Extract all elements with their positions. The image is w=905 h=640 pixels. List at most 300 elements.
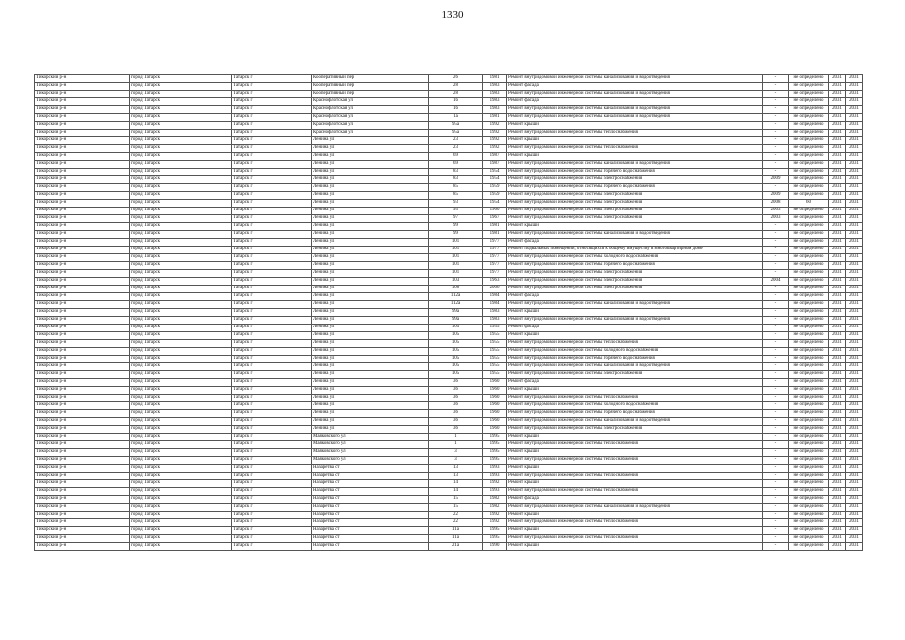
cell-plan-end: 2031: [846, 152, 863, 160]
cell-district: Тикорский р-н: [35, 262, 130, 270]
cell-last-repair-year: -: [763, 355, 789, 363]
cell-district: Тикорский р-н: [35, 363, 130, 371]
cell-district: Тикорский р-н: [35, 379, 130, 387]
cell-locality: Татарск г: [232, 75, 312, 83]
cell-house-number: 15: [429, 503, 483, 511]
cell-build-year: 1993: [483, 464, 507, 472]
cell-locality: Татарск г: [232, 347, 312, 355]
cell-build-year: 1960: [483, 425, 507, 433]
cell-plan-start: 2031: [829, 238, 846, 246]
table-row: [35, 262, 863, 270]
cell-street: Ленина ул: [312, 269, 429, 277]
cell-plan-start: 2031: [829, 527, 846, 535]
cell-build-year: 1995: [483, 527, 507, 535]
cell-plan-end: 2031: [846, 121, 863, 129]
cell-build-year: 2006: [483, 285, 507, 293]
cell-house-number: 13: [429, 464, 483, 472]
table-row: [35, 152, 863, 160]
cell-plan-end: 2031: [846, 82, 863, 90]
cell-house-number: 101: [429, 246, 483, 254]
cell-locality: Татарск г: [232, 230, 312, 238]
cell-district: Тикорский р-н: [35, 269, 130, 277]
cell-work-type: Ремонт фасада: [507, 82, 763, 90]
cell-district: Тикорский р-н: [35, 386, 130, 394]
cell-wear: не определено: [789, 176, 829, 184]
table-row: [35, 394, 863, 402]
cell-locality: Татарск г: [232, 527, 312, 535]
cell-settlement: город Татарск: [130, 277, 232, 285]
cell-street: Ленина ул: [312, 293, 429, 301]
cell-work-type: Ремонт крыши: [507, 137, 763, 145]
cell-house-number: 101: [429, 269, 483, 277]
cell-last-repair-year: -: [763, 449, 789, 457]
cell-district: Тикорский р-н: [35, 503, 130, 511]
cell-street: Назаретва ст: [312, 496, 429, 504]
cell-last-repair-year: -: [763, 262, 789, 270]
cell-street: Ленина ул: [312, 425, 429, 433]
cell-settlement: город Татарск: [130, 137, 232, 145]
cell-plan-end: 2031: [846, 347, 863, 355]
cell-plan-end: 2031: [846, 332, 863, 340]
cell-plan-start: 2031: [829, 121, 846, 129]
cell-wear: не определено: [789, 254, 829, 262]
cell-last-repair-year: -: [763, 145, 789, 153]
cell-street: Ленина ул: [312, 347, 429, 355]
cell-last-repair-year: -: [763, 425, 789, 433]
cell-plan-end: 2031: [846, 480, 863, 488]
cell-plan-start: 2031: [829, 480, 846, 488]
cell-plan-end: 2031: [846, 464, 863, 472]
cell-work-type: Ремонт внутридомовой инженерной системы канализования и водоотведения: [507, 418, 763, 426]
cell-plan-end: 2031: [846, 238, 863, 246]
cell-plan-end: 2031: [846, 371, 863, 379]
cell-last-repair-year: -: [763, 394, 789, 402]
cell-work-type: Ремонт крыши: [507, 433, 763, 441]
cell-house-number: 3: [429, 449, 483, 457]
cell-plan-end: 2031: [846, 223, 863, 231]
cell-last-repair-year: -: [763, 113, 789, 121]
cell-wear: не определено: [789, 425, 829, 433]
cell-build-year: 1983: [483, 308, 507, 316]
cell-work-type: Ремонт крыши: [507, 308, 763, 316]
cell-last-repair-year: -: [763, 324, 789, 332]
cell-settlement: город Татарск: [130, 355, 232, 363]
cell-work-type: Ремонт внутридомовой инженерной системы канализования и водоотведения: [507, 316, 763, 324]
cell-locality: Татарск г: [232, 535, 312, 543]
cell-house-number: 1: [429, 433, 483, 441]
cell-street: Назаретва ст: [312, 480, 429, 488]
cell-plan-end: 2031: [846, 246, 863, 254]
cell-house-number: 105: [429, 355, 483, 363]
cell-district: Тикорский р-н: [35, 199, 130, 207]
cell-locality: Татарск г: [232, 191, 312, 199]
cell-locality: Татарск г: [232, 184, 312, 192]
table-row: [35, 472, 863, 480]
cell-last-repair-year: -: [763, 160, 789, 168]
cell-settlement: город Татарск: [130, 371, 232, 379]
cell-street: Ленина ул: [312, 402, 429, 410]
cell-settlement: город Татарск: [130, 363, 232, 371]
cell-settlement: город Татарск: [130, 340, 232, 348]
cell-settlement: город Татарск: [130, 379, 232, 387]
cell-settlement: город Татарск: [130, 410, 232, 418]
cell-build-year: 1955: [483, 347, 507, 355]
cell-build-year: 1992: [483, 129, 507, 137]
table-row: [35, 535, 863, 543]
cell-settlement: город Татарск: [130, 519, 232, 527]
cell-house-number: 1б: [429, 106, 483, 114]
cell-plan-start: 2031: [829, 355, 846, 363]
cell-house-number: 26: [429, 75, 483, 83]
cell-settlement: город Татарск: [130, 527, 232, 535]
cell-locality: Татарск г: [232, 113, 312, 121]
cell-plan-start: 2031: [829, 191, 846, 199]
cell-street: Ленина ул: [312, 301, 429, 309]
cell-work-type: Ремонт крыши: [507, 480, 763, 488]
cell-build-year: 1981: [483, 75, 507, 83]
cell-wear: не определено: [789, 535, 829, 543]
cell-locality: Татарск г: [232, 464, 312, 472]
cell-build-year: 1995: [483, 535, 507, 543]
cell-settlement: город Татарск: [130, 472, 232, 480]
cell-wear: не определено: [789, 145, 829, 153]
cell-street: Ленина ул: [312, 418, 429, 426]
cell-district: Тикорский р-н: [35, 168, 130, 176]
cell-house-number: 36: [429, 410, 483, 418]
cell-last-repair-year: -: [763, 441, 789, 449]
cell-wear: не определено: [789, 386, 829, 394]
cell-build-year: 1959: [483, 191, 507, 199]
cell-plan-end: 2031: [846, 191, 863, 199]
cell-street: Кооперативный пер: [312, 90, 429, 98]
cell-build-year: 1977: [483, 238, 507, 246]
cell-settlement: город Татарск: [130, 347, 232, 355]
cell-district: Тикорский р-н: [35, 340, 130, 348]
cell-build-year: 1977: [483, 262, 507, 270]
cell-locality: Татарск г: [232, 503, 312, 511]
cell-street: Назаретва ст: [312, 519, 429, 527]
cell-district: Тикорский р-н: [35, 160, 130, 168]
cell-wear: не определено: [789, 488, 829, 496]
cell-district: Тикорский р-н: [35, 527, 130, 535]
cell-settlement: город Татарск: [130, 496, 232, 504]
cell-work-type: Ремонт крыши: [507, 152, 763, 160]
cell-plan-start: 2031: [829, 106, 846, 114]
cell-build-year: 1993: [483, 488, 507, 496]
cell-district: Тикорский р-н: [35, 402, 130, 410]
cell-street: Назаретва ст: [312, 472, 429, 480]
cell-settlement: город Татарск: [130, 207, 232, 215]
cell-plan-start: 2031: [829, 347, 846, 355]
cell-wear: не определено: [789, 480, 829, 488]
cell-wear: не определено: [789, 246, 829, 254]
cell-plan-end: 2031: [846, 316, 863, 324]
cell-last-repair-year: -: [763, 121, 789, 129]
cell-build-year: 1995: [483, 449, 507, 457]
cell-street: Кооперативный пер: [312, 82, 429, 90]
cell-plan-start: 2031: [829, 542, 846, 550]
cell-last-repair-year: -: [763, 363, 789, 371]
cell-street: Ленина ул: [312, 254, 429, 262]
cell-settlement: город Татарск: [130, 511, 232, 519]
cell-work-type: Ремонт внутридомовой инженерной системы электроснабжения: [507, 425, 763, 433]
cell-house-number: 85: [429, 184, 483, 192]
cell-last-repair-year: 2003: [763, 215, 789, 223]
table-row: [35, 168, 863, 176]
cell-house-number: 36: [429, 418, 483, 426]
cell-settlement: город Татарск: [130, 152, 232, 160]
cell-wear: не определено: [789, 324, 829, 332]
cell-plan-start: 2031: [829, 425, 846, 433]
cell-build-year: 1963: [483, 277, 507, 285]
cell-last-repair-year: -: [763, 308, 789, 316]
cell-plan-end: 2031: [846, 394, 863, 402]
cell-settlement: город Татарск: [130, 301, 232, 309]
table-row: [35, 332, 863, 340]
cell-district: Тикорский р-н: [35, 457, 130, 465]
cell-locality: Татарск г: [232, 441, 312, 449]
cell-build-year: 1987: [483, 152, 507, 160]
cell-build-year: 1960: [483, 207, 507, 215]
cell-plan-end: 2031: [846, 519, 863, 527]
cell-plan-end: 2031: [846, 176, 863, 184]
cell-work-type: Ремонт крыши: [507, 121, 763, 129]
cell-wear: не определено: [789, 402, 829, 410]
cell-build-year: 1995: [483, 433, 507, 441]
cell-last-repair-year: -: [763, 340, 789, 348]
cell-locality: Татарск г: [232, 472, 312, 480]
table-row: [35, 371, 863, 379]
cell-plan-start: 2031: [829, 511, 846, 519]
cell-settlement: город Татарск: [130, 98, 232, 106]
cell-house-number: 99а: [429, 316, 483, 324]
cell-wear: не определено: [789, 98, 829, 106]
cell-plan-start: 2031: [829, 262, 846, 270]
cell-work-type: Ремонт внутридомовой инженерной системы холодного водоснабжения: [507, 254, 763, 262]
cell-build-year: 1983: [483, 106, 507, 114]
table-row: [35, 230, 863, 238]
cell-plan-start: 2031: [829, 301, 846, 309]
table-row: [35, 82, 863, 90]
table-row: [35, 98, 863, 106]
cell-district: Тикорский р-н: [35, 480, 130, 488]
table-row: [35, 386, 863, 394]
cell-street: Маяковского ул: [312, 449, 429, 457]
cell-wear: не определено: [789, 511, 829, 519]
cell-plan-start: 2031: [829, 394, 846, 402]
cell-work-type: Ремонт крыши: [507, 464, 763, 472]
cell-district: Тикорский р-н: [35, 332, 130, 340]
cell-settlement: город Татарск: [130, 457, 232, 465]
cell-house-number: 95а: [429, 121, 483, 129]
cell-house-number: 83: [429, 176, 483, 184]
cell-plan-start: 2031: [829, 449, 846, 457]
cell-last-repair-year: -: [763, 410, 789, 418]
cell-plan-end: 2031: [846, 137, 863, 145]
cell-district: Тикорский р-н: [35, 347, 130, 355]
cell-plan-end: 2031: [846, 425, 863, 433]
cell-plan-start: 2031: [829, 410, 846, 418]
cell-district: Тикорский р-н: [35, 535, 130, 543]
cell-build-year: 1967: [483, 215, 507, 223]
cell-plan-start: 2031: [829, 129, 846, 137]
cell-plan-end: 2031: [846, 230, 863, 238]
cell-build-year: 1983: [483, 316, 507, 324]
cell-build-year: 1982: [483, 503, 507, 511]
cell-settlement: город Татарск: [130, 82, 232, 90]
table-row: [35, 496, 863, 504]
cell-street: Маяковского ул: [312, 441, 429, 449]
cell-work-type: Ремонт внутридомовой инженерной системы электроснабжения: [507, 199, 763, 207]
cell-street: Ленина ул: [312, 340, 429, 348]
cell-district: Тикорский р-н: [35, 519, 130, 527]
cell-street: Ленина ул: [312, 215, 429, 223]
cell-settlement: город Татарск: [130, 386, 232, 394]
cell-district: Тикорский р-н: [35, 215, 130, 223]
cell-wear: не определено: [789, 379, 829, 387]
cell-plan-end: 2031: [846, 488, 863, 496]
cell-wear: не определено: [789, 152, 829, 160]
cell-street: Ленина ул: [312, 191, 429, 199]
table-row: [35, 215, 863, 223]
cell-last-repair-year: -: [763, 511, 789, 519]
cell-settlement: город Татарск: [130, 129, 232, 137]
cell-last-repair-year: -: [763, 464, 789, 472]
cell-build-year: 1960: [483, 379, 507, 387]
cell-build-year: 1977: [483, 269, 507, 277]
table-row: [35, 191, 863, 199]
cell-district: Тикорский р-н: [35, 82, 130, 90]
cell-house-number: 69: [429, 152, 483, 160]
cell-build-year: 1984: [483, 301, 507, 309]
cell-district: Тикорский р-н: [35, 410, 130, 418]
cell-last-repair-year: -: [763, 75, 789, 83]
table-row: [35, 355, 863, 363]
cell-build-year: 1960: [483, 410, 507, 418]
cell-plan-end: 2031: [846, 215, 863, 223]
cell-plan-start: 2031: [829, 402, 846, 410]
cell-work-type: Ремонт внутридомовой инженерной системы теплоснабжения: [507, 472, 763, 480]
cell-build-year: 1955: [483, 355, 507, 363]
cell-locality: Татарск г: [232, 457, 312, 465]
cell-build-year: 1995: [483, 441, 507, 449]
table-row: [35, 176, 863, 184]
table-row: [35, 106, 863, 114]
cell-build-year: 1955: [483, 340, 507, 348]
cell-district: Тикорский р-н: [35, 176, 130, 184]
cell-wear: не определено: [789, 394, 829, 402]
cell-locality: Татарск г: [232, 480, 312, 488]
cell-wear: не определено: [789, 207, 829, 215]
cell-settlement: город Татарск: [130, 488, 232, 496]
cell-plan-start: 2031: [829, 176, 846, 184]
cell-settlement: город Татарск: [130, 449, 232, 457]
cell-build-year: 1992: [483, 137, 507, 145]
cell-wear: не определено: [789, 293, 829, 301]
cell-street: Ленина ул: [312, 285, 429, 293]
cell-district: Тикорский р-н: [35, 90, 130, 98]
cell-district: Тикорский р-н: [35, 230, 130, 238]
cell-street: Назаретва ст: [312, 511, 429, 519]
cell-locality: Татарск г: [232, 246, 312, 254]
cell-locality: Татарск г: [232, 160, 312, 168]
cell-plan-end: 2031: [846, 410, 863, 418]
table-row: [35, 113, 863, 121]
cell-settlement: город Татарск: [130, 238, 232, 246]
cell-last-repair-year: -: [763, 379, 789, 387]
cell-district: Тикорский р-н: [35, 106, 130, 114]
table-row: [35, 503, 863, 511]
cell-plan-start: 2031: [829, 488, 846, 496]
cell-district: Тикорский р-н: [35, 441, 130, 449]
cell-settlement: город Татарск: [130, 418, 232, 426]
cell-district: Тикорский р-н: [35, 246, 130, 254]
cell-district: Тикорский р-н: [35, 223, 130, 231]
page-number: 1330: [441, 9, 464, 21]
cell-street: Ленина ул: [312, 410, 429, 418]
cell-house-number: 99а: [429, 308, 483, 316]
cell-street: Ленина ул: [312, 168, 429, 176]
cell-locality: Татарск г: [232, 340, 312, 348]
cell-district: Тикорский р-н: [35, 129, 130, 137]
cell-wear: не определено: [789, 129, 829, 137]
cell-build-year: 1981: [483, 113, 507, 121]
cell-build-year: 1960: [483, 418, 507, 426]
cell-locality: Татарск г: [232, 215, 312, 223]
cell-last-repair-year: -: [763, 301, 789, 309]
cell-locality: Татарск г: [232, 379, 312, 387]
table-row: [35, 511, 863, 519]
cell-district: Тикорский р-н: [35, 371, 130, 379]
cell-plan-end: 2031: [846, 386, 863, 394]
cell-locality: Татарск г: [232, 410, 312, 418]
cell-work-type: Ремонт внутридомовой инженерной системы теплоснабжения: [507, 340, 763, 348]
cell-locality: Татарск г: [232, 129, 312, 137]
cell-work-type: Ремонт внутридомовой инженерной системы канализования и водоотведения: [507, 75, 763, 83]
cell-locality: Татарск г: [232, 301, 312, 309]
cell-locality: Татарск г: [232, 355, 312, 363]
cell-plan-start: 2031: [829, 184, 846, 192]
cell-last-repair-year: -: [763, 238, 789, 246]
cell-plan-end: 2031: [846, 262, 863, 270]
cell-wear: не определено: [789, 238, 829, 246]
cell-wear: не определено: [789, 371, 829, 379]
cell-plan-start: 2031: [829, 457, 846, 465]
cell-locality: Татарск г: [232, 418, 312, 426]
cell-locality: Татарск г: [232, 223, 312, 231]
cell-house-number: 11а: [429, 535, 483, 543]
cell-build-year: 1992: [483, 145, 507, 153]
cell-build-year: 1977: [483, 246, 507, 254]
cell-district: Тикорский р-н: [35, 472, 130, 480]
cell-plan-start: 2031: [829, 285, 846, 293]
cell-plan-end: 2031: [846, 457, 863, 465]
table-row: [35, 363, 863, 371]
cell-build-year: 1983: [483, 90, 507, 98]
cell-locality: Татарск г: [232, 433, 312, 441]
cell-locality: Татарск г: [232, 176, 312, 184]
cell-settlement: город Татарск: [130, 308, 232, 316]
cell-plan-end: 2031: [846, 363, 863, 371]
cell-settlement: город Татарск: [130, 542, 232, 550]
cell-plan-end: 2031: [846, 535, 863, 543]
cell-house-number: 112а: [429, 301, 483, 309]
cell-house-number: 28: [429, 90, 483, 98]
cell-district: Тикорский р-н: [35, 301, 130, 309]
cell-last-repair-year: -: [763, 223, 789, 231]
cell-plan-end: 2031: [846, 355, 863, 363]
cell-wear: не определено: [789, 262, 829, 270]
